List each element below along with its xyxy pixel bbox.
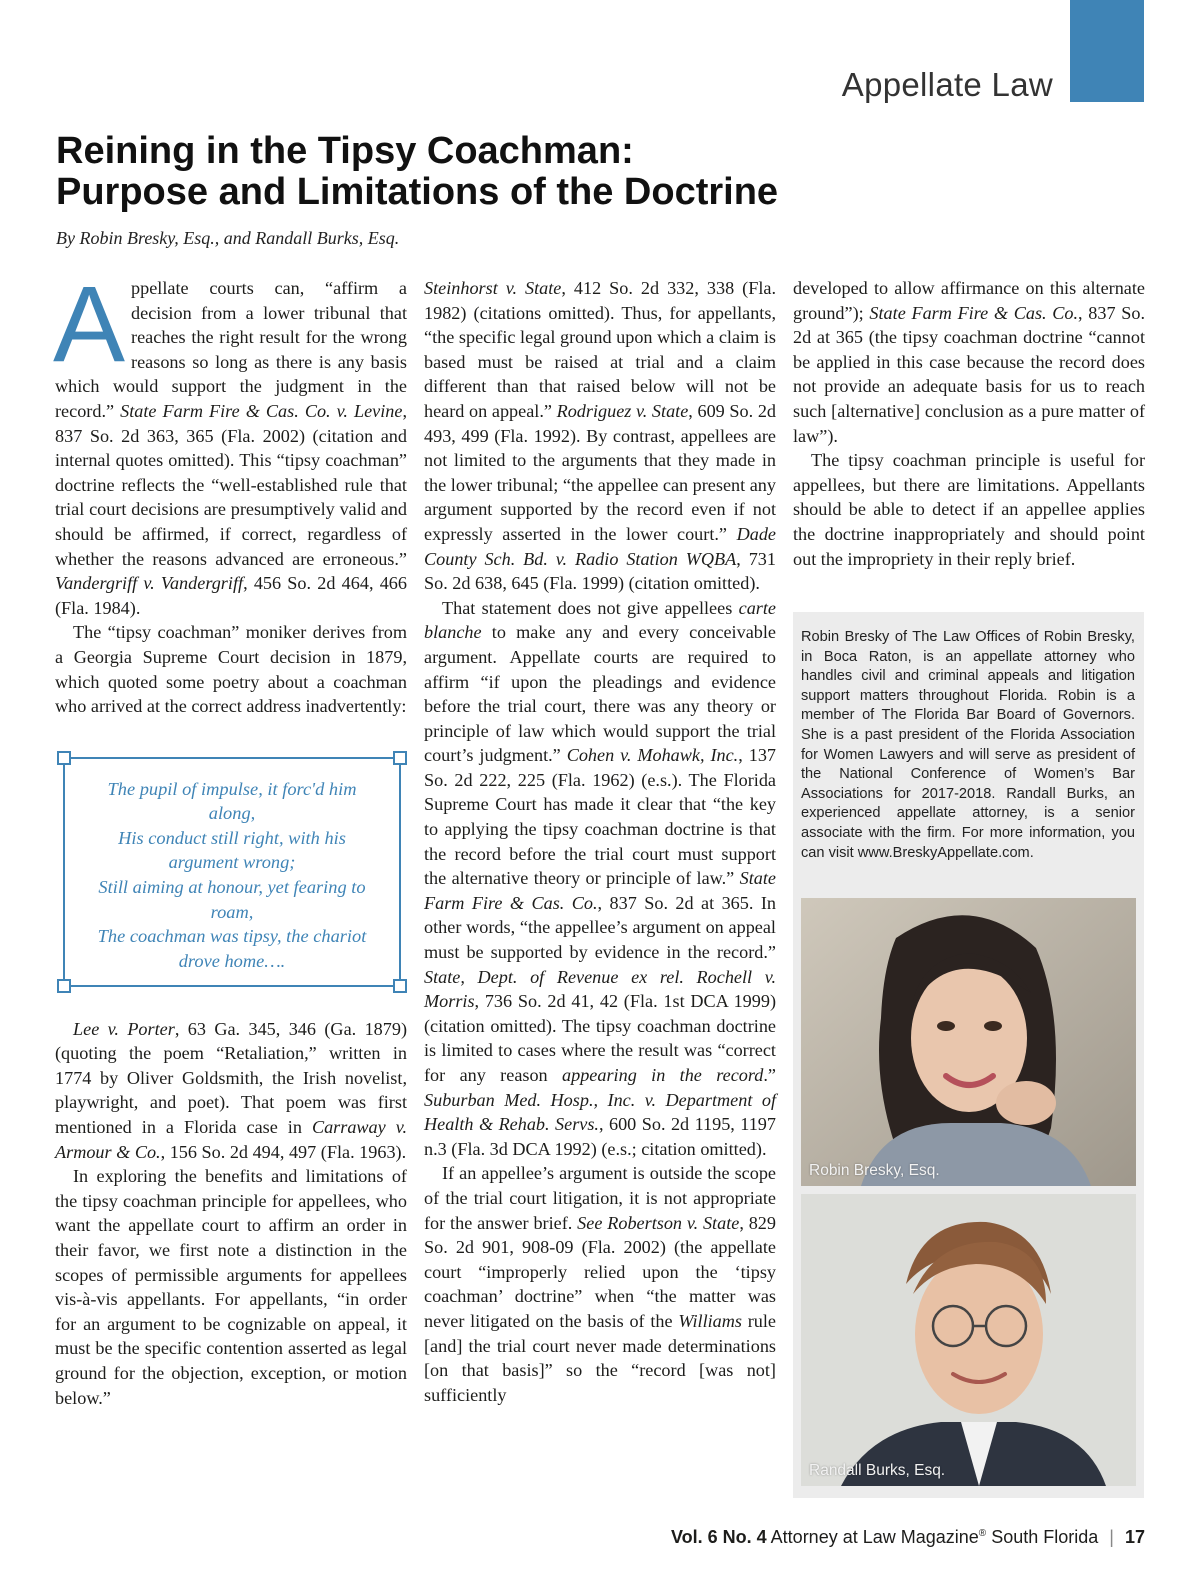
case-citation: Suburban Med. Hosp., Inc. v. Department of Health & Rehab. Servs.: [424, 1089, 776, 1135]
section-label: Appellate Law: [841, 66, 1053, 103]
paragraph: [424, 596, 776, 1162]
author-photo-robin-bresky: [801, 898, 1136, 1186]
photo-caption: Randall Burks, Esq.: [809, 1462, 946, 1479]
poem-line: His conduct still right, with his argument wrong;: [118, 827, 346, 873]
separator: |: [1109, 1527, 1114, 1547]
text-run: , 829 So. 2d 901, 908-09 (Fla. 2002) (the appellate court “improperly relied upon the ‘tipsy coachman’ doctrine” when “the matter was never litigated on the basis of the: [424, 1212, 776, 1331]
text-run: , 63 Ga. 345, 346 (Ga. 1879) (quoting the poem “Retaliation,” written in 1774 by Oliver Goldsmith, the Irish novelist, playwright, and poet). That poem was first mentioned in a Florida case in: [55, 1018, 408, 1138]
case-citation: Cohen v. Mohawk, Inc.: [566, 745, 739, 766]
text-run: , 156 So. 2d 494, 497 (Fla. 1963).: [160, 1141, 407, 1162]
column-3: [793, 276, 1145, 571]
emphasis: Williams: [678, 1310, 742, 1331]
case-citation: State Farm Fire & Cas. Co.: [869, 302, 1079, 323]
paragraph: [53, 263, 407, 620]
text-run: .”: [763, 1065, 776, 1085]
poem-line: The pupil of impulse, it forc'd him along,: [107, 778, 357, 824]
corner-ornament: [393, 979, 407, 993]
paragraph: The tipsy coachman principle is useful for appellees, but there are limitations. Appellants should be able to detect if an appellee applies the doctrine inappropriately and should point out the impropriety in their reply brief.: [793, 450, 1145, 569]
column-2: [424, 276, 776, 1407]
region: South Florida: [991, 1527, 1099, 1547]
text-run: , 731 So. 2d 638, 645 (Fla. 1999) (citation omitted).: [424, 548, 776, 594]
article-title: [56, 131, 1056, 213]
text-run: , 456 So. 2d 464, 466 (Fla. 1984).: [55, 573, 407, 618]
case-citation: Lee v. Porter: [73, 1018, 175, 1039]
text-run: , 609 So. 2d 493, 499 (Fla. 1992). By contrast, appellees are not limited to the arguments that they made in the lower tribunal; “the appellee can present any argument supported by the record even if not expressly asserted in the lower court.”: [424, 400, 777, 544]
emphasis: appearing in the record: [562, 1065, 764, 1085]
drop-cap: A: [53, 263, 126, 384]
text-run: developed to allow affirmance on this alternate ground”);: [793, 278, 1145, 323]
text-run: to make any and every conceivable argument. Appellate courts are required to affirm “if upon the pleadings and evidence before the trial court, there was any theory or principle of law which would support the trial court’s judgment.”: [424, 622, 776, 766]
magazine-name: Attorney at Law Magazine: [770, 1527, 979, 1547]
case-citation: Rodriguez v. State: [556, 400, 689, 421]
case-citation: Carraway v. Armour & Co.: [55, 1117, 407, 1162]
case-citation: State Farm Fire & Cas. Co.: [424, 868, 776, 913]
poem-line: Still aiming at honour, yet fearing to roam,: [98, 877, 366, 922]
paragraph: [424, 276, 776, 596]
page-number: 17: [1124, 1527, 1145, 1547]
corner-ornament: [393, 751, 407, 765]
text-run: ppellate courts can, “affirm a decision from a lower tribunal that reaches the right result for the wrong reasons so long as there is any basis which would support the judgment in the record.”: [55, 278, 407, 421]
section-color-tab: [1070, 0, 1144, 102]
author-bio-box: [793, 612, 1144, 1498]
poem-line: The coachman was tipsy, the chariot drove home….: [97, 926, 367, 971]
case-citation: See Robertson v. State: [577, 1212, 740, 1233]
text-run: , 736 So. 2d 41, 42 (Fla. 1st DCA 1999) (citation omitted). The tipsy coachman doctrine is limited to cases where the result was “correct for any reason: [424, 991, 776, 1085]
text-run: That statement does not give appellees: [442, 597, 739, 618]
text-run: If an appellee’s argument is outside the scope of the trial court litigation, it is not appropriate for the answer brief.: [424, 1163, 776, 1233]
author-photo-randall-burks: [801, 1194, 1136, 1486]
title-line-2: Purpose and Limitations of the Doctrine: [56, 171, 779, 213]
volume-number: Vol. 6 No. 4: [670, 1527, 767, 1547]
poem-box: [63, 757, 401, 987]
title-line-1: Reining in the Tipsy Coachman:: [56, 130, 634, 172]
text-run: , 137 So. 2d 222, 225 (Fla. 1962) (e.s.). The Florida Supreme Court has made it clear that “the key to applying the tipsy coachman doctrine is that the record before the trial court must support the alternative theory or principle of law.”: [424, 745, 776, 889]
case-citation: Dade County Sch. Bd. v. Radio Station WQBA: [424, 523, 776, 569]
byline: By Robin Bresky, Esq., and Randall Burks, Esq.: [56, 228, 400, 248]
paragraph: The “tipsy coachman” moniker derives from a Georgia Supreme Court decision in 1879, which quoted some poetry about a coachman who arrived at the correct address inadvertently:: [55, 622, 407, 717]
text-run: , 837 So. 2d 363, 365 (Fla. 2002) (citation and internal quotes omitted). This “tipsy coachman” doctrine reflects the “well-established rule that trial court decisions are presumptively valid and should be affirmed, if correct, regardless of whether the reasons advanced are erroneous.”: [55, 400, 407, 569]
portrait-illustration: [801, 898, 1136, 1186]
paragraph: [424, 1161, 776, 1407]
case-citation: Steinhorst v. State: [424, 278, 562, 298]
paragraph: [55, 1017, 407, 1165]
case-citation: Vandergriff v. Vandergriff: [55, 573, 244, 594]
photo-caption: Robin Bresky, Esq.: [809, 1162, 940, 1179]
paragraph: [793, 276, 1145, 448]
portrait-illustration: [801, 1194, 1136, 1486]
case-citation: State, Dept. of Revenue ex rel. Rochell v. Morris: [424, 966, 776, 1012]
text-run: , 837 So. 2d at 365. In other words, “the appellee’s argument on appeal must be supported by evidence in the record.”: [424, 892, 776, 963]
paragraph: In exploring the benefits and limitations of the tipsy coachman principle for appellees, who want the appellate court to affirm an order in their favor, we first note a distinction in the scopes of permissible arguments for appellees vis-à-vis appellants. For appellants, “in order for an argument to be cognizable on appeal, it must be the specific contention asserted as legal ground for the objection, exception, or motion below.”: [55, 1166, 407, 1408]
author-bio-text: Robin Bresky of The Law Offices of Robin Bresky, in Boca Raton, is an appellate attorney who handles civil and criminal appeals and litigation support matters throughout Florida. Robin is a member of The Florida Bar Board of Governors. She is a past president of the Florida Association for Women Lawyers and will serve as president of the National Conference of Women’s Bar Associations for 2017-2018. Randall Burks, an experienced appellate attorney, is a senior associate with the firm. For more information, you can visit www.BreskyAppellate.com.: [801, 629, 1135, 861]
page-footer: [671, 1527, 1145, 1548]
column-1: [53, 263, 408, 1410]
registered-mark: ®: [978, 1528, 987, 1539]
emphasis: carte blanche: [424, 597, 776, 643]
case-citation: State Farm Fire & Cas. Co. v. Levine: [120, 400, 403, 421]
text-run: rule [and] the trial court never made determinations [on that basis]” so the “record [was not] sufficiently: [424, 1310, 776, 1405]
corner-ornament: [57, 979, 71, 993]
text-run: , 412 So. 2d 332, 338 (Fla. 1982) (citations omitted). Thus, for appellants, “the specific legal ground upon which a claim is based must be raised at trial and a claim different than that raised below will not be heard on appeal.”: [424, 278, 776, 421]
corner-ornament: [57, 751, 71, 765]
text-run: , 837 So. 2d at 365 (the tipsy coachman doctrine “cannot be applied in this case because the record does not provide an adequate basis for us to reach such [alternative] conclusion as a pure matter of law”).: [793, 302, 1145, 446]
text-run: , 600 So. 2d 1195, 1197 n.3 (Fla. 3d DCA 1992) (e.s.; citation omitted).: [424, 1114, 776, 1159]
